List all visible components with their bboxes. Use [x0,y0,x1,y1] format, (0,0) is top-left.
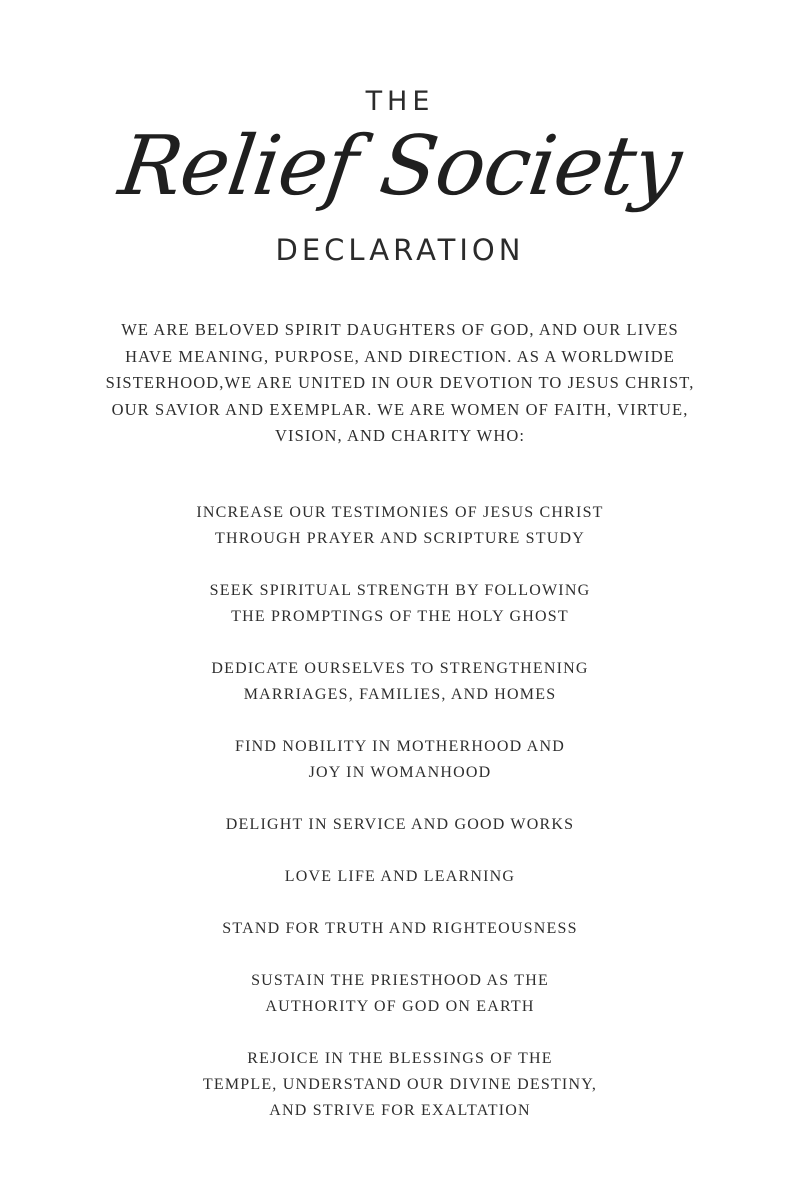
item-line: MARRIAGES, FAMILIES, AND HOMES [243,686,557,703]
title-the: THE [365,86,435,117]
item-line: THROUGH PRAYER AND SCRIPTURE STUDY [214,530,586,547]
list-item [100,500,700,552]
intro-line: OUR SAVIOR AND EXEMPLAR. WE ARE WOMEN OF FAITH, VIRTUE, [111,399,689,419]
title-declaration: DECLARATION [275,233,525,267]
item-line: JOY IN WOMANHOOD [308,764,492,781]
item-line: TEMPLE, UNDERSTAND OUR DIVINE DESTINY, [202,1076,598,1093]
list-item [100,812,700,838]
list-item [100,734,700,786]
item-line: INCREASE OUR TESTIMONIES OF JESUS CHRIST [196,504,604,521]
item-line: SEEK SPIRITUAL STRENGTH BY FOLLOWING [209,582,591,599]
list-item [100,1046,700,1124]
item-line: AND STRIVE FOR EXALTATION [269,1102,531,1119]
declaration-list [100,500,700,1150]
list-item [100,656,700,708]
item-line: LOVE LIFE AND LEARNING [284,868,516,885]
title-script: Relief Society [113,119,687,214]
intro-line: SISTERHOOD,WE ARE UNITED IN OUR DEVOTION TO JESUS CHRIST, [105,373,695,392]
list-item [100,968,700,1020]
item-line: DELIGHT IN SERVICE AND GOOD WORKS [225,816,575,833]
list-item [100,864,700,890]
intro-paragraph [80,317,720,450]
intro-line: HAVE MEANING, PURPOSE, AND DIRECTION. AS A WORLDWIDE [125,346,675,366]
item-line: REJOICE IN THE BLESSINGS OF THE [247,1050,553,1067]
item-line: AUTHORITY OF GOD ON EARTH [265,998,535,1015]
item-line: THE PROMPTINGS OF THE HOLY GHOST [231,608,569,625]
list-item [100,578,700,630]
intro-line: WE ARE BELOVED SPIRIT DAUGHTERS OF GOD, AND OUR LIVES [121,320,679,339]
item-line: STAND FOR TRUTH AND RIGHTEOUSNESS [222,920,578,937]
item-line: DEDICATE OURSELVES TO STRENGTHENING [211,660,589,677]
item-line: SUSTAIN THE PRIESTHOOD AS THE [251,972,549,989]
intro-line: VISION, AND CHARITY WHO: [274,426,526,445]
list-item [100,916,700,942]
item-line: FIND NOBILITY IN MOTHERHOOD AND [235,738,565,755]
